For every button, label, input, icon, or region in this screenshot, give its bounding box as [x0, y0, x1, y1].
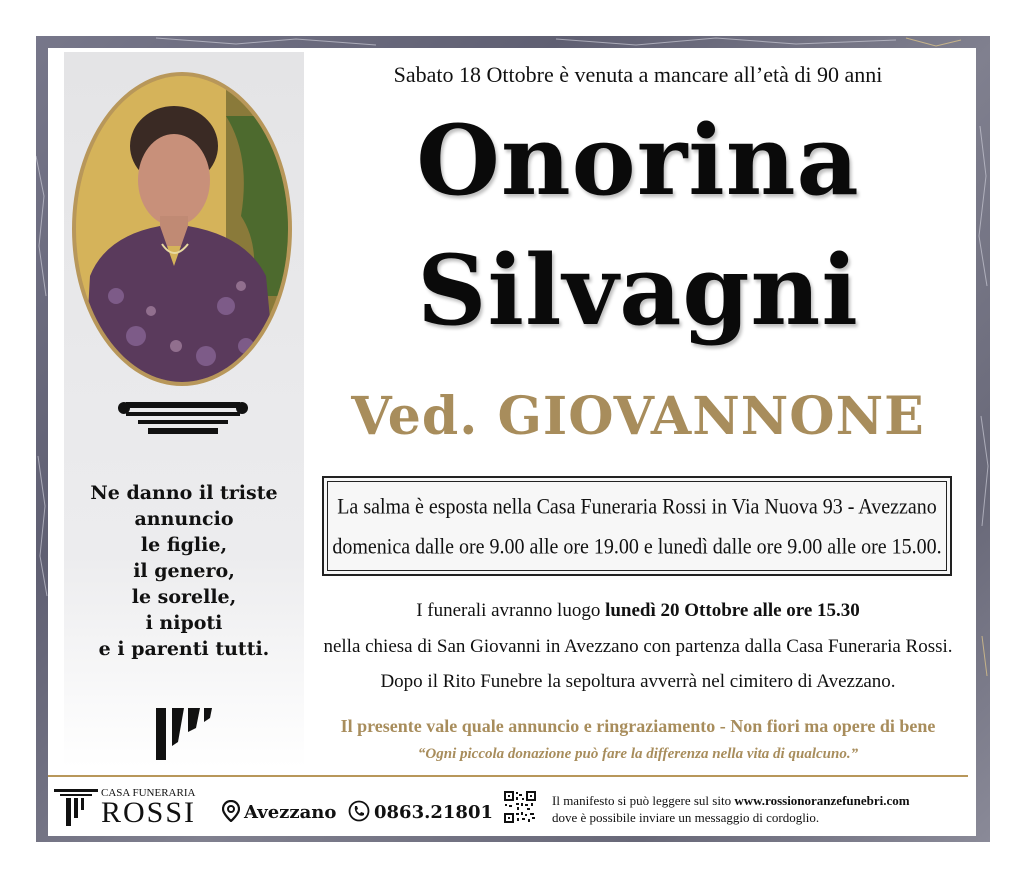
- website-prefix: Il manifesto si può leggere sul sito: [552, 793, 735, 808]
- donation-quote: “Ogni piccola donazione può fare la differenza nella vita di qualcuno.”: [417, 746, 859, 762]
- website-info: [552, 792, 972, 826]
- map-pin-icon: [222, 800, 240, 822]
- location: [222, 800, 336, 823]
- qr-code-icon[interactable]: [503, 790, 537, 824]
- deceased-last-name: Silvagni: [417, 234, 859, 347]
- funeral-line-2: nella chiesa di San Giovanni in Avezzano con partenza dalla Casa Funeraria Rossi.: [323, 636, 953, 657]
- viewing-line-1: La salma è esposta nella Casa Funeraria Rossi in Via Nuova 93 - Avezzano: [337, 494, 937, 520]
- deceased-first-name: Onorina: [416, 104, 860, 217]
- family-announcement: Ne danno il triste annuncio le figlie, il genero, le sorelle, i nipoti e i parenti tutti.: [90, 482, 278, 660]
- death-date-line: Sabato 18 Ottobre è venuta a mancare all’età di 90 anni: [393, 62, 883, 87]
- phone[interactable]: [348, 800, 493, 823]
- phone-icon: [348, 800, 370, 822]
- portrait-photo: [72, 72, 292, 386]
- location-text: Avezzano: [244, 802, 337, 823]
- logo-small-text: CASA FUNERARIA: [101, 787, 196, 799]
- announcement-notice: Il presente vale quale annuncio e ringraziamento - Non fiori ma opere di bene: [340, 716, 936, 736]
- viewing-line-2: domenica dalle ore 9.00 alle ore 19.00 e lunedì dalle ore 9.00 alle ore 15.00.: [332, 534, 942, 560]
- logo-big-text: ROSSI: [101, 796, 197, 829]
- footer-divider: [48, 775, 968, 777]
- widow-of-line: Ved. GIOVANNONE: [351, 386, 925, 447]
- column-logo-icon: [54, 787, 98, 827]
- funeral-line-1-text: I funerali avranno luogo: [416, 600, 606, 621]
- website-suffix: dove è possibile inviare un messaggio di cordoglio.: [552, 810, 820, 825]
- funeral-date-time: lunedì 20 Ottobre alle ore 15.30: [605, 600, 860, 621]
- funeral-line-3: Dopo il Rito Funebre la sepoltura avverrà nel cimitero di Avezzano.: [380, 671, 896, 692]
- phone-number[interactable]: 0863.21801: [374, 802, 493, 823]
- funeral-home-mark-icon: [156, 708, 212, 762]
- funeral-line-1: [318, 600, 958, 622]
- viewing-info-box: [322, 476, 952, 576]
- funeral-home-logo: [54, 787, 204, 827]
- pedestal-icon: [116, 400, 250, 436]
- website-url[interactable]: www.rossionoranzefunebri.com: [734, 793, 910, 808]
